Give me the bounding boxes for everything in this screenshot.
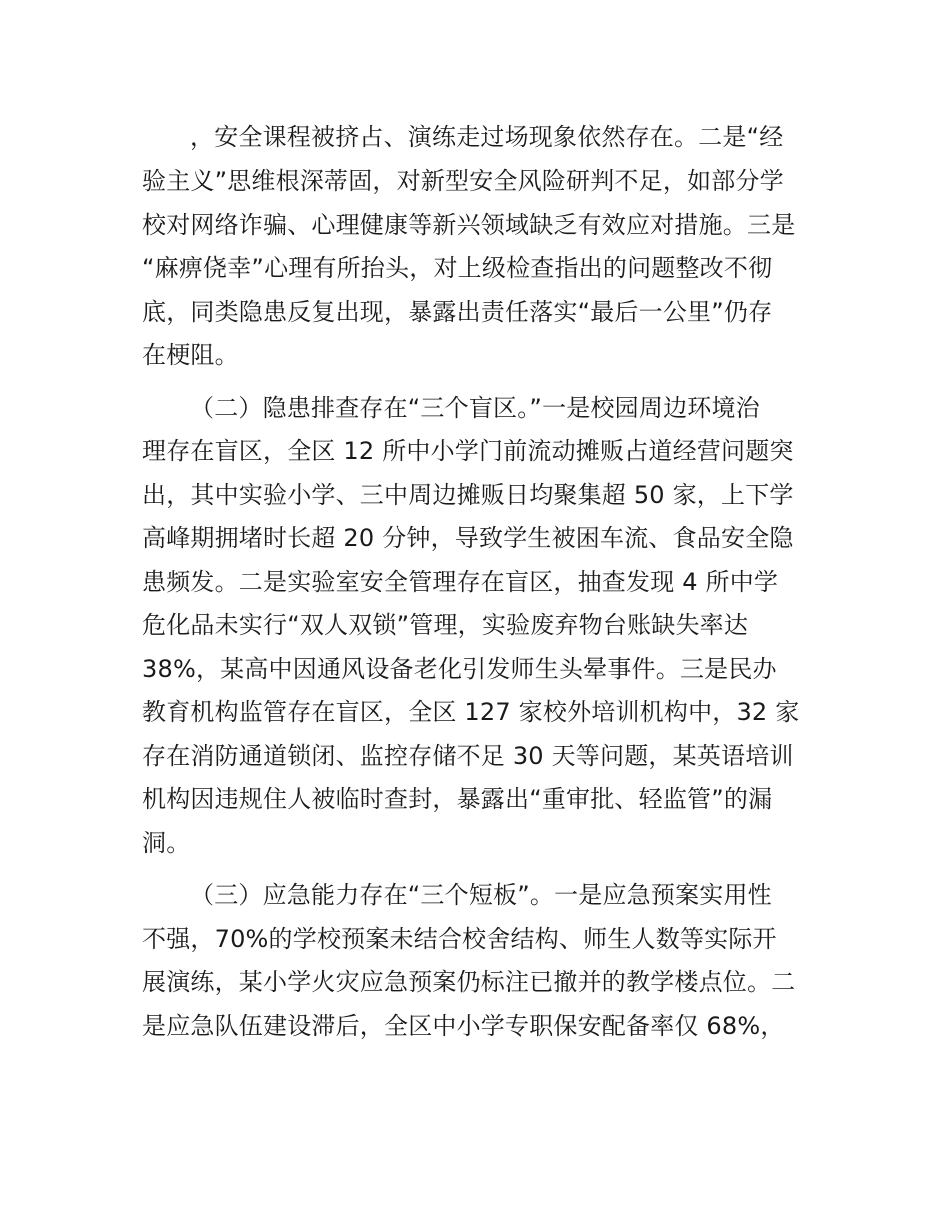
text-line: 验主义”思维根深蒂固，对新型安全风险研判不足，如部分学 [142,167,784,195]
text-line: 是应急队伍建设滞后，全区中小学专职保安配备率仅 68%， [142,1012,785,1040]
text-line: （二）隐患排查存在“三个盲区。”一是校园周边环境治 [190,394,760,422]
text-line: 校对网络诈骗、心理健康等新兴领域缺乏有效应对措施。三是 [142,211,796,239]
text-line: “麻痹侥幸”心理有所抬头，对上级检查指出的问题整改不彻 [142,254,773,282]
text-line: 底，同类隐患反复出现，暴露出责任落实“最后一公里”仍存 [142,298,773,326]
text-line: 展演练，某小学火灾应急预案仍标注已撤并的教学楼点位。二 [142,968,796,996]
text-line: 机构因违规住人被临时查封，暴露出“重审批、轻监管”的漏 [142,785,773,813]
text-line: 教育机构监管存在盲区，全区 127 家校外培训机构中，32 家 [142,698,800,726]
text-line: （三）应急能力存在“三个短板”。一是应急预案实用性 [190,881,772,909]
text-line: 危化品未实行“双人双锁”管理，实验废弃物台账缺失率达 [142,611,749,639]
text-line: 存在消防通道锁闭、监控存储不足 30 天等问题，某英语培训 [142,742,794,770]
text-line: 患频发。二是实验室安全管理存在盲区，抽查发现 4 所中学 [142,568,779,596]
text-line: 38%，某高中因通风设备老化引发师生头晕事件。三是民办 [142,655,777,683]
text-line: 理存在盲区，全区 12 所中小学门前流动摊贩占道经营问题突 [142,437,794,465]
text-line: 洞。 [142,829,191,857]
text-line: 高峰期拥堵时长超 20 分钟，导致学生被困车流、食品安全隐 [142,524,794,552]
text-line: 出，其中实验小学、三中周边摊贩日均聚集超 50 家，上下学 [142,481,794,509]
text-line: 在梗阻。 [142,341,239,369]
text-line: ，安全课程被挤占、演练走过场现象依然存在。二是“经 [190,123,784,151]
text-line: 不强，70%的学校预案未结合校舍结构、师生人数等实际开 [142,925,777,953]
